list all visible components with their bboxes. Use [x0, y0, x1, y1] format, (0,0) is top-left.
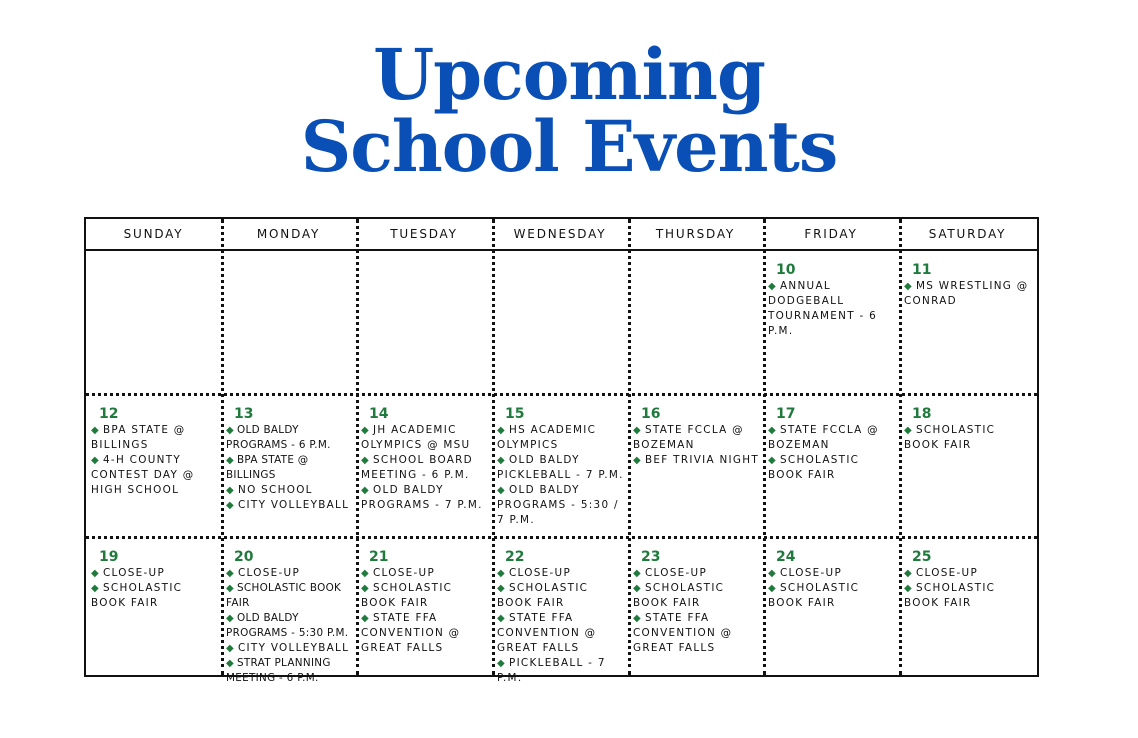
event-item — [633, 453, 761, 468]
calendar-day-18 — [899, 406, 1036, 453]
day-number: 13 — [234, 406, 254, 422]
event-text: SCHOLASTIC BOOK FAIR — [904, 582, 996, 609]
event-item — [226, 656, 354, 686]
event-text: OLD BALDY PROGRAMS - 5:30 / 7 P.M. — [497, 484, 619, 526]
event-text: SCHOLASTIC BOOK FAIR — [768, 582, 860, 609]
day-header-monday: MONDAY — [256, 227, 321, 241]
day-number: 24 — [776, 549, 796, 565]
diamond-bullet-icon: ◆ — [768, 281, 777, 292]
event-item — [91, 423, 219, 453]
diamond-bullet-icon: ◆ — [904, 583, 913, 594]
event-item — [633, 566, 761, 581]
event-text: CLOSE-UP — [103, 567, 166, 579]
day-number: 20 — [234, 549, 254, 565]
event-item — [904, 279, 1034, 309]
event-text: CLOSE-UP — [916, 567, 979, 579]
event-text: STATE FFA CONVENTION @ GREAT FALLS — [497, 612, 597, 654]
event-item — [226, 498, 354, 513]
diamond-bullet-icon: ◆ — [91, 583, 100, 594]
diamond-bullet-icon: ◆ — [226, 583, 234, 594]
day-header-wednesday: WEDNESDAY — [513, 227, 607, 241]
event-item — [226, 453, 354, 483]
diamond-bullet-icon: ◆ — [361, 583, 370, 594]
diamond-bullet-icon: ◆ — [226, 613, 234, 624]
day-number: 10 — [776, 262, 796, 278]
event-text: OLD BALDY PROGRAMS - 6 P.M. — [226, 424, 331, 451]
day-number: 17 — [776, 406, 796, 422]
day-number: 12 — [99, 406, 119, 422]
event-text: CLOSE-UP — [509, 567, 572, 579]
event-text: BPA STATE @ BILLINGS — [226, 454, 309, 481]
event-item — [768, 423, 897, 453]
event-text: CLOSE-UP — [238, 567, 301, 579]
event-item — [361, 611, 490, 656]
event-text: CITY VOLLEYBALL — [238, 499, 350, 511]
event-text: STATE FCCLA @ BOZEMAN — [633, 424, 744, 451]
event-text: SCHOLASTIC BOOK FAIR — [633, 582, 725, 609]
event-text: JH ACADEMIC OLYMPICS @ MSU — [361, 424, 471, 451]
event-item — [633, 423, 761, 453]
calendar-day-23 — [628, 549, 763, 656]
page-title-line-1: Upcoming — [373, 33, 765, 116]
event-item — [497, 453, 626, 483]
diamond-bullet-icon: ◆ — [226, 455, 234, 466]
week-divider — [86, 393, 1037, 396]
diamond-bullet-icon: ◆ — [633, 425, 642, 436]
diamond-bullet-icon: ◆ — [497, 455, 506, 466]
calendar-day-16 — [628, 406, 763, 468]
event-text: OLD BALDY PICKLEBALL - 7 P.M. — [497, 454, 624, 481]
event-text: SCHOLASTIC BOOK FAIR — [497, 582, 589, 609]
event-text: STRAT PLANNING MEETING - 6 P.M. — [226, 657, 331, 684]
diamond-bullet-icon: ◆ — [497, 425, 506, 436]
event-item — [497, 581, 626, 611]
event-text: ANNUAL DODGEBALL TOURNAMENT - 6 P.M. — [768, 280, 878, 337]
event-item — [497, 656, 626, 686]
event-text: CLOSE-UP — [645, 567, 708, 579]
diamond-bullet-icon: ◆ — [768, 568, 777, 579]
event-text: STATE FFA CONVENTION @ GREAT FALLS — [633, 612, 733, 654]
week-divider — [86, 536, 1037, 539]
event-text: SCHOLASTIC BOOK FAIR — [91, 582, 183, 609]
event-text: OLD BALDY PROGRAMS - 5:30 P.M. — [226, 612, 349, 639]
day-number: 19 — [99, 549, 119, 565]
calendar-day-20 — [221, 549, 356, 686]
event-item — [91, 581, 219, 611]
day-header-saturday: SATURDAY — [928, 227, 1007, 241]
day-number: 16 — [641, 406, 661, 422]
calendar-day-24 — [763, 549, 899, 611]
diamond-bullet-icon: ◆ — [904, 281, 913, 292]
event-item — [226, 641, 354, 656]
diamond-bullet-icon: ◆ — [633, 613, 642, 624]
diamond-bullet-icon: ◆ — [361, 613, 370, 624]
day-number: 22 — [505, 549, 525, 565]
event-item — [497, 611, 626, 656]
event-text: NO SCHOOL — [238, 484, 313, 496]
event-item — [768, 453, 897, 483]
calendar-day-14 — [356, 406, 492, 513]
day-number: 25 — [912, 549, 932, 565]
day-header-tuesday: TUESDAY — [390, 227, 458, 241]
event-text: CLOSE-UP — [780, 567, 843, 579]
diamond-bullet-icon: ◆ — [497, 658, 506, 669]
diamond-bullet-icon: ◆ — [768, 425, 777, 436]
event-item — [497, 423, 626, 453]
day-header-sunday: SUNDAY — [123, 227, 184, 241]
event-text: STATE FCCLA @ BOZEMAN — [768, 424, 879, 451]
event-item — [768, 279, 897, 339]
diamond-bullet-icon: ◆ — [904, 425, 913, 436]
day-number: 23 — [641, 549, 661, 565]
event-item — [633, 581, 761, 611]
diamond-bullet-icon: ◆ — [226, 643, 235, 654]
event-item — [361, 566, 490, 581]
calendar-grid — [84, 217, 1039, 684]
event-item — [497, 483, 626, 528]
event-text: BEF TRIVIA NIGHT — [645, 454, 760, 466]
event-item — [91, 453, 219, 498]
diamond-bullet-icon: ◆ — [361, 568, 370, 579]
event-text: SCHOLASTIC BOOK FAIR — [226, 582, 342, 609]
header-divider — [86, 249, 1037, 251]
event-item — [361, 423, 490, 453]
event-text: OLD BALDY PROGRAMS - 7 P.M. — [361, 484, 483, 511]
diamond-bullet-icon: ◆ — [633, 583, 642, 594]
event-text: MS WRESTLING @ CONRAD — [904, 280, 1029, 307]
event-text: SCHOOL BOARD MEETING - 6 P.M. — [361, 454, 473, 481]
day-number: 14 — [369, 406, 389, 422]
calendar-day-11 — [899, 262, 1036, 309]
diamond-bullet-icon: ◆ — [361, 485, 370, 496]
event-item — [904, 566, 1034, 581]
day-header-thursday: THURSDAY — [655, 227, 736, 241]
diamond-bullet-icon: ◆ — [361, 425, 370, 436]
event-item — [226, 483, 354, 498]
calendar-day-10 — [763, 262, 899, 339]
calendar-day-15 — [492, 406, 628, 528]
diamond-bullet-icon: ◆ — [91, 455, 100, 466]
calendar-day-13 — [221, 406, 356, 513]
calendar-day-22 — [492, 549, 628, 686]
event-text: HS ACADEMIC OLYMPICS — [497, 424, 597, 451]
event-item — [497, 566, 626, 581]
diamond-bullet-icon: ◆ — [904, 568, 913, 579]
diamond-bullet-icon: ◆ — [497, 485, 506, 496]
event-item — [226, 581, 354, 611]
event-text: STATE FFA CONVENTION @ GREAT FALLS — [361, 612, 461, 654]
event-item — [904, 581, 1034, 611]
event-text: CITY VOLLEYBALL — [238, 642, 350, 654]
event-text: PICKLEBALL - 7 P.M. — [497, 657, 606, 684]
day-number: 15 — [505, 406, 525, 422]
event-item — [768, 581, 897, 611]
event-item — [226, 423, 354, 453]
day-number: 21 — [369, 549, 389, 565]
calendar-day-25 — [899, 549, 1036, 611]
diamond-bullet-icon: ◆ — [361, 455, 370, 466]
event-item — [91, 566, 219, 581]
diamond-bullet-icon: ◆ — [497, 613, 506, 624]
calendar-day-21 — [356, 549, 492, 656]
diamond-bullet-icon: ◆ — [226, 658, 234, 669]
calendar-day-17 — [763, 406, 899, 483]
diamond-bullet-icon: ◆ — [497, 568, 506, 579]
diamond-bullet-icon: ◆ — [768, 455, 777, 466]
event-item — [361, 453, 490, 483]
event-item — [226, 566, 354, 581]
event-text: BPA STATE @ BILLINGS — [91, 424, 186, 451]
event-item — [361, 483, 490, 513]
event-item — [904, 423, 1034, 453]
diamond-bullet-icon: ◆ — [226, 485, 235, 496]
event-text: CLOSE-UP — [373, 567, 436, 579]
diamond-bullet-icon: ◆ — [91, 568, 100, 579]
day-number: 11 — [912, 262, 932, 278]
event-text: SCHOLASTIC BOOK FAIR — [361, 582, 453, 609]
event-text: 4-H COUNTY CONTEST DAY @ HIGH SCHOOL — [91, 454, 195, 496]
page-title-line-2: School Events — [300, 105, 838, 188]
event-text: SCHOLASTIC BOOK FAIR — [768, 454, 860, 481]
diamond-bullet-icon: ◆ — [633, 568, 642, 579]
event-text: SCHOLASTIC BOOK FAIR — [904, 424, 996, 451]
diamond-bullet-icon: ◆ — [91, 425, 100, 436]
diamond-bullet-icon: ◆ — [226, 425, 234, 436]
calendar-day-12 — [86, 406, 221, 498]
day-number: 18 — [912, 406, 932, 422]
diamond-bullet-icon: ◆ — [226, 500, 235, 511]
event-item — [226, 611, 354, 641]
event-item — [633, 611, 761, 656]
diamond-bullet-icon: ◆ — [768, 583, 777, 594]
event-item — [768, 566, 897, 581]
diamond-bullet-icon: ◆ — [226, 568, 235, 579]
event-item — [361, 581, 490, 611]
calendar-day-19 — [86, 549, 221, 611]
diamond-bullet-icon: ◆ — [633, 455, 642, 466]
day-header-friday: FRIDAY — [804, 227, 858, 241]
diamond-bullet-icon: ◆ — [497, 583, 506, 594]
